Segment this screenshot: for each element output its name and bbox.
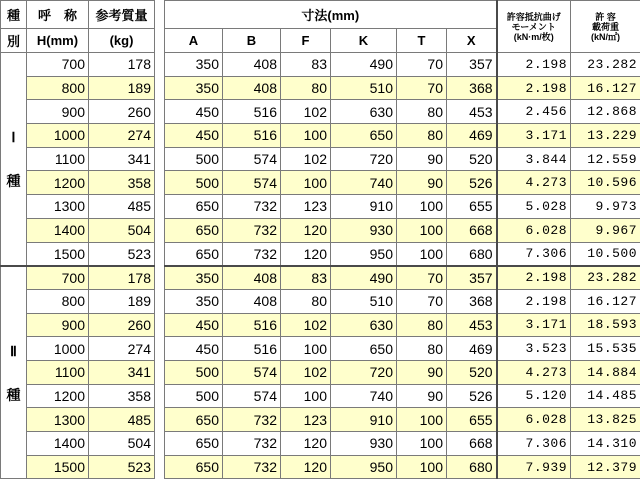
cell-moment: 4.273 xyxy=(497,360,571,384)
cell-k: 930 xyxy=(331,218,397,242)
table-row xyxy=(1,53,640,77)
cell-mass: 341 xyxy=(89,147,155,171)
cell-h: 1300 xyxy=(27,195,89,219)
row-gap xyxy=(155,313,165,337)
load-header-line1: 許 容 xyxy=(574,12,637,22)
cell-x: 469 xyxy=(447,124,497,148)
cell-b: 408 xyxy=(223,76,281,100)
cell-b: 732 xyxy=(223,195,281,219)
table-row xyxy=(1,124,640,148)
cell-h: 1000 xyxy=(27,124,89,148)
cell-h: 1100 xyxy=(27,147,89,171)
cell-b: 732 xyxy=(223,408,281,432)
table-row xyxy=(1,218,640,242)
cell-k: 930 xyxy=(331,432,397,456)
cell-b: 516 xyxy=(223,124,281,148)
cell-f: 83 xyxy=(281,266,331,290)
load-header-line2: 載荷重 xyxy=(574,22,637,32)
cell-h: 1400 xyxy=(27,218,89,242)
cell-a: 650 xyxy=(165,408,223,432)
cell-f: 100 xyxy=(281,171,331,195)
cell-load: 12.559 xyxy=(571,147,640,171)
cell-a: 500 xyxy=(165,171,223,195)
cell-t: 80 xyxy=(397,100,447,124)
cell-b: 732 xyxy=(223,242,281,266)
cell-load: 9.967 xyxy=(571,218,640,242)
row-gap xyxy=(155,218,165,242)
cell-mass: 178 xyxy=(89,53,155,77)
cell-h: 900 xyxy=(27,313,89,337)
row-gap xyxy=(155,408,165,432)
row-gap xyxy=(155,242,165,266)
cell-x: 655 xyxy=(447,408,497,432)
cell-h: 1200 xyxy=(27,384,89,408)
nominal-header-bottom: H(mm) xyxy=(27,29,89,53)
cell-moment: 3.844 xyxy=(497,147,571,171)
cell-b: 732 xyxy=(223,218,281,242)
cell-mass: 504 xyxy=(89,432,155,456)
cell-x: 520 xyxy=(447,147,497,171)
cell-b: 408 xyxy=(223,289,281,313)
cell-k: 950 xyxy=(331,455,397,479)
cell-k: 630 xyxy=(331,100,397,124)
cell-load: 14.485 xyxy=(571,384,640,408)
cell-a: 650 xyxy=(165,242,223,266)
cell-x: 357 xyxy=(447,53,497,77)
cell-x: 680 xyxy=(447,455,497,479)
cell-f: 123 xyxy=(281,408,331,432)
cell-t: 90 xyxy=(397,147,447,171)
cell-moment: 6.028 xyxy=(497,218,571,242)
cell-k: 720 xyxy=(331,147,397,171)
table-row xyxy=(1,171,640,195)
cell-a: 650 xyxy=(165,432,223,456)
cell-moment: 2.456 xyxy=(497,100,571,124)
table-row xyxy=(1,408,640,432)
cell-load: 10.500 xyxy=(571,242,640,266)
cell-k: 510 xyxy=(331,76,397,100)
cell-t: 90 xyxy=(397,384,447,408)
table-row xyxy=(1,195,640,219)
dims-header: 寸法(mm) xyxy=(165,1,497,29)
row-gap xyxy=(155,171,165,195)
col-header-a: A xyxy=(165,29,223,53)
cell-moment: 7.306 xyxy=(497,432,571,456)
cell-moment: 4.273 xyxy=(497,171,571,195)
cell-mass: 358 xyxy=(89,384,155,408)
cell-f: 100 xyxy=(281,124,331,148)
cell-k: 740 xyxy=(331,171,397,195)
cell-load: 16.127 xyxy=(571,289,640,313)
cell-t: 100 xyxy=(397,455,447,479)
header-gap xyxy=(155,1,165,53)
cell-load: 23.282 xyxy=(571,53,640,77)
table-row xyxy=(1,289,640,313)
cell-f: 120 xyxy=(281,455,331,479)
table-row xyxy=(1,455,640,479)
cell-mass: 260 xyxy=(89,313,155,337)
cell-mass: 504 xyxy=(89,218,155,242)
cell-h: 1300 xyxy=(27,408,89,432)
cell-mass: 485 xyxy=(89,408,155,432)
cell-a: 450 xyxy=(165,100,223,124)
cell-f: 102 xyxy=(281,360,331,384)
table-row xyxy=(1,266,640,290)
moment-header-line2: モーメント xyxy=(501,22,568,32)
cell-a: 450 xyxy=(165,337,223,361)
cell-x: 368 xyxy=(447,289,497,313)
cell-h: 1000 xyxy=(27,337,89,361)
cell-mass: 274 xyxy=(89,124,155,148)
cell-load: 13.825 xyxy=(571,408,640,432)
cell-mass: 358 xyxy=(89,171,155,195)
table-row xyxy=(1,313,640,337)
cell-a: 500 xyxy=(165,147,223,171)
cell-t: 100 xyxy=(397,432,447,456)
cell-t: 100 xyxy=(397,408,447,432)
cell-a: 500 xyxy=(165,360,223,384)
cell-k: 650 xyxy=(331,124,397,148)
cell-h: 1200 xyxy=(27,171,89,195)
kind-label: Ⅱ 種 xyxy=(1,266,27,479)
row-gap xyxy=(155,53,165,77)
cell-f: 102 xyxy=(281,147,331,171)
cell-mass: 523 xyxy=(89,455,155,479)
cell-k: 650 xyxy=(331,337,397,361)
mass-header-top: 参考質量 xyxy=(95,8,147,23)
table-row xyxy=(1,337,640,361)
cell-load: 10.596 xyxy=(571,171,640,195)
cell-moment: 3.523 xyxy=(497,337,571,361)
cell-x: 368 xyxy=(447,76,497,100)
cell-x: 655 xyxy=(447,195,497,219)
cell-moment: 2.198 xyxy=(497,266,571,290)
cell-f: 80 xyxy=(281,289,331,313)
cell-a: 650 xyxy=(165,195,223,219)
cell-b: 516 xyxy=(223,337,281,361)
cell-load: 13.229 xyxy=(571,124,640,148)
cell-t: 80 xyxy=(397,313,447,337)
cell-b: 574 xyxy=(223,147,281,171)
cell-b: 574 xyxy=(223,360,281,384)
cell-t: 80 xyxy=(397,124,447,148)
nominal-header-top: 呼 称 xyxy=(38,8,77,23)
cell-t: 70 xyxy=(397,289,447,313)
cell-x: 357 xyxy=(447,266,497,290)
nominal-header xyxy=(27,1,89,29)
cell-load: 9.973 xyxy=(571,195,640,219)
cell-x: 680 xyxy=(447,242,497,266)
cell-k: 490 xyxy=(331,53,397,77)
table-row xyxy=(1,147,640,171)
moment-header xyxy=(497,1,571,53)
cell-moment: 3.171 xyxy=(497,124,571,148)
row-gap xyxy=(155,147,165,171)
cell-moment: 3.171 xyxy=(497,313,571,337)
cell-t: 70 xyxy=(397,76,447,100)
moment-header-line3: (kN·m/枚) xyxy=(501,32,568,42)
row-gap xyxy=(155,124,165,148)
cell-x: 469 xyxy=(447,337,497,361)
cell-f: 120 xyxy=(281,218,331,242)
cell-f: 123 xyxy=(281,195,331,219)
kind-label: Ⅰ 種 xyxy=(1,53,27,266)
cell-t: 100 xyxy=(397,218,447,242)
mass-header xyxy=(89,1,155,29)
cell-f: 100 xyxy=(281,337,331,361)
cell-f: 100 xyxy=(281,384,331,408)
cell-t: 100 xyxy=(397,242,447,266)
table-row xyxy=(1,76,640,100)
cell-load: 18.593 xyxy=(571,313,640,337)
table-row xyxy=(1,360,640,384)
cell-f: 120 xyxy=(281,432,331,456)
row-gap xyxy=(155,76,165,100)
row-gap xyxy=(155,432,165,456)
cell-moment: 2.198 xyxy=(497,76,571,100)
table-row xyxy=(1,432,640,456)
cell-x: 668 xyxy=(447,432,497,456)
cell-h: 700 xyxy=(27,266,89,290)
row-gap xyxy=(155,384,165,408)
cell-a: 350 xyxy=(165,53,223,77)
cell-t: 90 xyxy=(397,171,447,195)
cell-k: 740 xyxy=(331,384,397,408)
cell-b: 408 xyxy=(223,53,281,77)
mass-header-bottom: (kg) xyxy=(89,29,155,53)
cell-h: 800 xyxy=(27,76,89,100)
cell-a: 450 xyxy=(165,313,223,337)
load-header xyxy=(571,1,640,53)
cell-load: 12.868 xyxy=(571,100,640,124)
row-gap xyxy=(155,289,165,313)
cell-h: 1500 xyxy=(27,242,89,266)
table-row xyxy=(1,242,640,266)
cell-load: 12.379 xyxy=(571,455,640,479)
row-gap xyxy=(155,455,165,479)
cell-load: 15.535 xyxy=(571,337,640,361)
cell-t: 90 xyxy=(397,360,447,384)
cell-moment: 5.028 xyxy=(497,195,571,219)
load-header-line3: (kN/㎡) xyxy=(574,32,637,42)
cell-k: 630 xyxy=(331,313,397,337)
cell-load: 14.884 xyxy=(571,360,640,384)
cell-h: 900 xyxy=(27,100,89,124)
kind-header-bottom: 別 xyxy=(1,29,27,53)
cell-moment: 7.939 xyxy=(497,455,571,479)
cell-moment: 7.306 xyxy=(497,242,571,266)
cell-x: 526 xyxy=(447,384,497,408)
row-gap xyxy=(155,266,165,290)
cell-b: 574 xyxy=(223,384,281,408)
cell-a: 500 xyxy=(165,384,223,408)
cell-t: 70 xyxy=(397,53,447,77)
kind-header xyxy=(1,1,27,29)
col-header-t: T xyxy=(397,29,447,53)
cell-mass: 260 xyxy=(89,100,155,124)
cell-h: 1400 xyxy=(27,432,89,456)
cell-k: 910 xyxy=(331,408,397,432)
row-gap xyxy=(155,360,165,384)
table-row xyxy=(1,100,640,124)
cell-a: 350 xyxy=(165,289,223,313)
cell-f: 80 xyxy=(281,76,331,100)
cell-mass: 274 xyxy=(89,337,155,361)
table-body xyxy=(1,53,640,479)
cell-x: 453 xyxy=(447,100,497,124)
cell-mass: 523 xyxy=(89,242,155,266)
cell-t: 100 xyxy=(397,195,447,219)
col-header-f: F xyxy=(281,29,331,53)
cell-moment: 2.198 xyxy=(497,53,571,77)
cell-f: 83 xyxy=(281,53,331,77)
cell-k: 510 xyxy=(331,289,397,313)
cell-a: 650 xyxy=(165,455,223,479)
col-header-k: K xyxy=(331,29,397,53)
cell-mass: 189 xyxy=(89,289,155,313)
cell-moment: 6.028 xyxy=(497,408,571,432)
cell-load: 16.127 xyxy=(571,76,640,100)
cell-b: 732 xyxy=(223,455,281,479)
moment-header-line1: 許容抵抗曲げ xyxy=(501,12,568,22)
cell-b: 516 xyxy=(223,313,281,337)
kind-header-top: 種 xyxy=(7,8,20,23)
cell-moment: 5.120 xyxy=(497,384,571,408)
cell-k: 720 xyxy=(331,360,397,384)
row-gap xyxy=(155,100,165,124)
row-gap xyxy=(155,195,165,219)
cell-load: 14.310 xyxy=(571,432,640,456)
cell-f: 102 xyxy=(281,313,331,337)
row-gap xyxy=(155,337,165,361)
cell-a: 450 xyxy=(165,124,223,148)
cell-b: 574 xyxy=(223,171,281,195)
cell-h: 1100 xyxy=(27,360,89,384)
cell-x: 453 xyxy=(447,313,497,337)
cell-f: 120 xyxy=(281,242,331,266)
cell-mass: 341 xyxy=(89,360,155,384)
cell-k: 950 xyxy=(331,242,397,266)
cell-x: 526 xyxy=(447,171,497,195)
cell-a: 650 xyxy=(165,218,223,242)
cell-mass: 189 xyxy=(89,76,155,100)
cell-a: 350 xyxy=(165,266,223,290)
cell-load: 23.282 xyxy=(571,266,640,290)
col-header-x: X xyxy=(447,29,497,53)
cell-x: 668 xyxy=(447,218,497,242)
cell-b: 732 xyxy=(223,432,281,456)
cell-t: 80 xyxy=(397,337,447,361)
cell-moment: 2.198 xyxy=(497,289,571,313)
cell-k: 910 xyxy=(331,195,397,219)
cell-a: 350 xyxy=(165,76,223,100)
cell-h: 800 xyxy=(27,289,89,313)
cell-x: 520 xyxy=(447,360,497,384)
cell-f: 102 xyxy=(281,100,331,124)
col-header-b: B xyxy=(223,29,281,53)
cell-k: 490 xyxy=(331,266,397,290)
cell-mass: 485 xyxy=(89,195,155,219)
cell-mass: 178 xyxy=(89,266,155,290)
cell-b: 516 xyxy=(223,100,281,124)
table-row xyxy=(1,384,640,408)
cell-h: 700 xyxy=(27,53,89,77)
cell-t: 70 xyxy=(397,266,447,290)
cell-b: 408 xyxy=(223,266,281,290)
cell-h: 1500 xyxy=(27,455,89,479)
